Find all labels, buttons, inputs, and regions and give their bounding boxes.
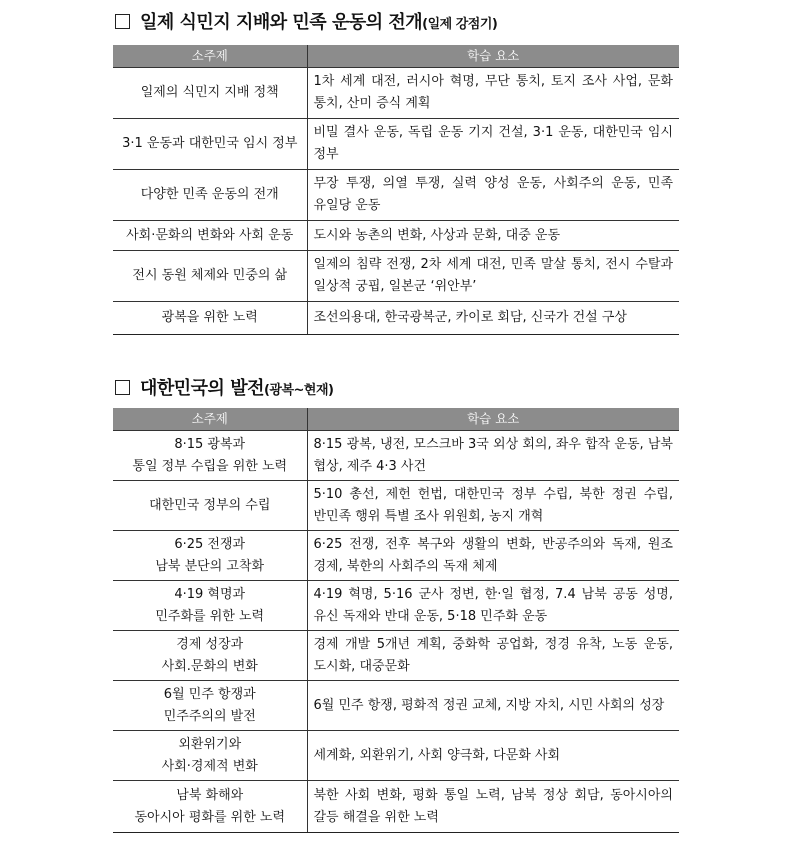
elements-cell: 경제 개발 5개년 계획, 중화학 공업화, 정경 유착, 노동 운동, 도시화, 대중문화: [307, 631, 679, 681]
table-row: [113, 631, 679, 681]
topic-cell: 외환위기와 사회·경제적 변화: [113, 731, 307, 781]
topic-cell: 전시 동원 체제와 민중의 삶: [113, 251, 307, 302]
table-row: [113, 581, 679, 631]
table-header-row: [113, 45, 679, 68]
topic-cell: 8·15 광복과 통일 정부 수립을 위한 노력: [113, 431, 307, 481]
table-row: [113, 302, 679, 335]
topic-cell: 다양한 민족 운동의 전개: [113, 170, 307, 221]
topic-cell: 4·19 혁명과 민주화를 위한 노력: [113, 581, 307, 631]
table-row: [113, 531, 679, 581]
topic-cell: 경제 성장과 사회.문화의 변화: [113, 631, 307, 681]
elements-cell: 6·25 전쟁, 전후 복구와 생활의 변화, 반공주의와 독재, 원조 경제, 북한의 사회주의 독재 체제: [307, 531, 679, 581]
elements-cell: 5·10 총선, 제헌 헌법, 대한민국 정부 수립, 북한 정권 수립, 반민족 행위 특별 조사 위원회, 농지 개혁: [307, 481, 679, 531]
table-row: [113, 221, 679, 251]
topic-cell: 광복을 위한 노력: [113, 302, 307, 335]
checkbox-square-icon: [115, 14, 130, 29]
topic-cell: 사회·문화의 변화와 사회 운동: [113, 221, 307, 251]
table-header-row: [113, 408, 679, 431]
elements-cell: 비밀 결사 운동, 독립 운동 기지 건설, 3·1 운동, 대한민국 임시 정부: [307, 119, 679, 170]
checkbox-square-icon: [115, 380, 130, 395]
topic-cell: 3·1 운동과 대한민국 임시 정부: [113, 119, 307, 170]
topic-cell: 6·25 전쟁과 남북 분단의 고착화: [113, 531, 307, 581]
elements-cell: 일제의 침략 전쟁, 2차 세계 대전, 민족 말살 통치, 전시 수탈과 일상적 궁핍, 일본군 ‘위안부’: [307, 251, 679, 302]
elements-cell: 조선의용대, 한국광복군, 카이로 회담, 신국가 건설 구상: [307, 302, 679, 335]
table-row: [113, 68, 679, 119]
topic-cell: 6월 민주 항쟁과 민주주의의 발전: [113, 681, 307, 731]
elements-cell: 8·15 광복, 냉전, 모스크바 3국 외상 회의, 좌우 합작 운동, 남북 협상, 제주 4·3 사건: [307, 431, 679, 481]
table-row: [113, 170, 679, 221]
header-topic: 소주제: [113, 408, 307, 431]
section1-title: 일제 식민지 지배와 민족 운동의 전개(일제 강점기): [115, 8, 497, 34]
elements-cell: 세계화, 외환위기, 사회 양극화, 다문화 사회: [307, 731, 679, 781]
elements-cell: 북한 사회 변화, 평화 통일 노력, 남북 정상 회담, 동아시아의 갈등 해결을 위한 노력: [307, 781, 679, 833]
topic-cell: 남북 화해와 동아시아 평화를 위한 노력: [113, 781, 307, 833]
header-elements: 학습 요소: [307, 45, 679, 68]
elements-cell: 무장 투쟁, 의열 투쟁, 실력 양성 운동, 사회주의 운동, 민족 유일당 운동: [307, 170, 679, 221]
table-row: [113, 681, 679, 731]
table-row: [113, 431, 679, 481]
header-topic: 소주제: [113, 45, 307, 68]
table-row: [113, 119, 679, 170]
table-row: [113, 731, 679, 781]
elements-cell: 도시와 농촌의 변화, 사상과 문화, 대중 운동: [307, 221, 679, 251]
elements-cell: 1차 세계 대전, 러시아 혁명, 무단 통치, 토지 조사 사업, 문화 통치, 산미 증식 계획: [307, 68, 679, 119]
section2-title: 대한민국의 발전(광복~현재): [115, 374, 334, 400]
section1-table: [113, 45, 679, 335]
topic-cell: 일제의 식민지 지배 정책: [113, 68, 307, 119]
table-row: [113, 481, 679, 531]
table-row: [113, 781, 679, 833]
section2-table: [113, 408, 679, 833]
elements-cell: 6월 민주 항쟁, 평화적 정권 교체, 지방 자치, 시민 사회의 성장: [307, 681, 679, 731]
table-row: [113, 251, 679, 302]
header-elements: 학습 요소: [307, 408, 679, 431]
elements-cell: 4·19 혁명, 5·16 군사 정변, 한·일 협정, 7.4 남북 공동 성명, 유신 독재와 반대 운동, 5·18 민주화 운동: [307, 581, 679, 631]
topic-cell: 대한민국 정부의 수립: [113, 481, 307, 531]
